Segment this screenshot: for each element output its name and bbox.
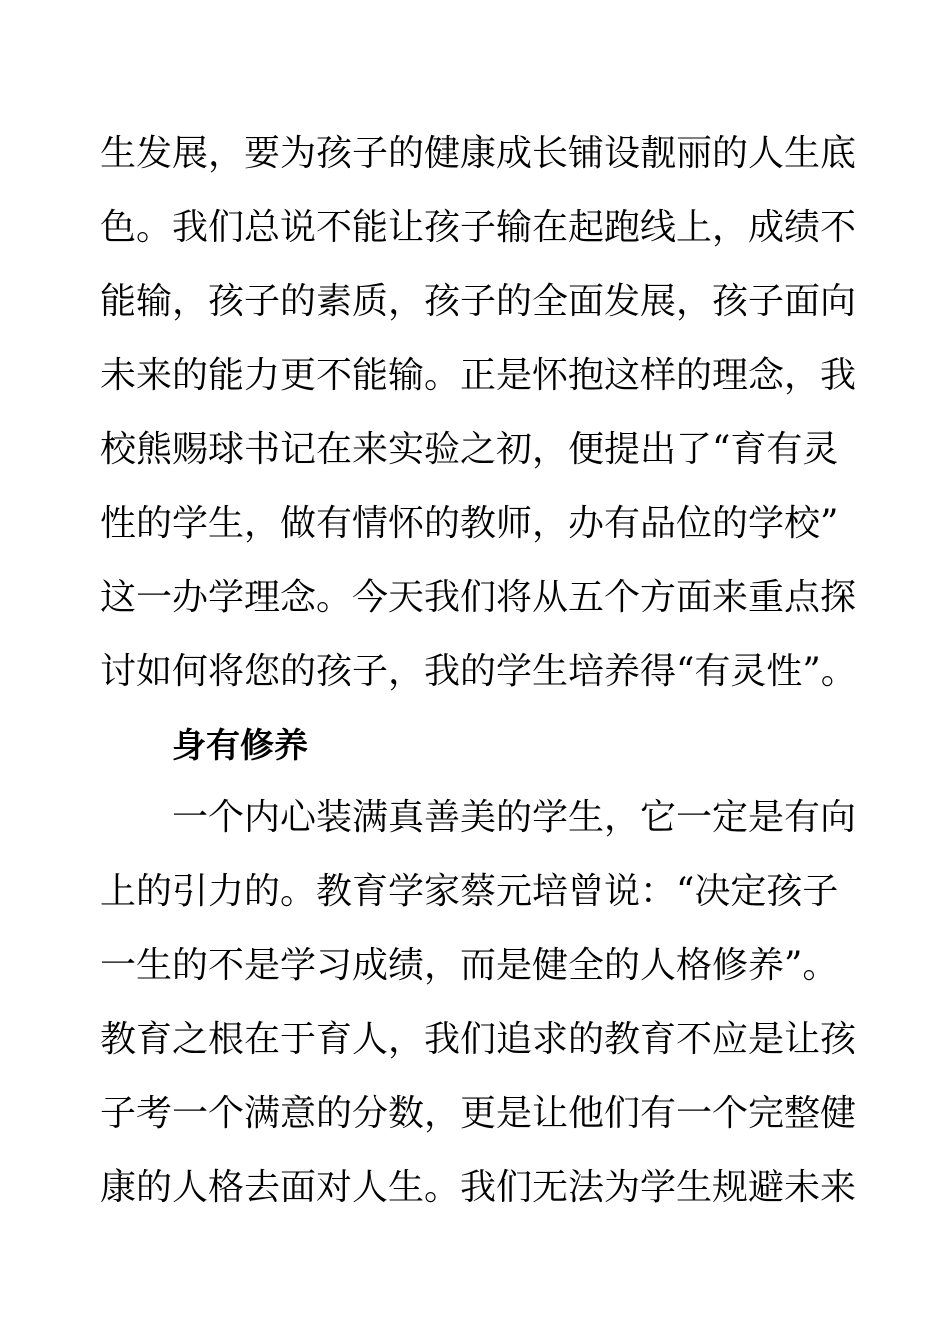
paragraph-line: 一生的不是学习成绩，而是健全的人格修养”。 <box>100 945 839 986</box>
paragraph-line: 性的学生，做有情怀的教师，办有品位的学校” <box>100 503 839 544</box>
paragraph-line: 讨如何将您的孩子，我的学生培养得“有灵性”。 <box>100 651 857 692</box>
paragraph-line: 一个内心装满真善美的学生，它一定是有向 <box>100 797 857 838</box>
paragraph-line: 子考一个满意的分数，更是让他们有一个完整健 <box>100 1093 857 1134</box>
paragraph-line: 这一办学理念。今天我们将从五个方面来重点探 <box>100 577 857 618</box>
paragraph-line: 能输，孩子的素质，孩子的全面发展，孩子面向 <box>100 281 857 322</box>
paragraph-line: 色。我们总说不能让孩子输在起跑线上，成绩不 <box>100 207 857 248</box>
section-heading: 身有修养 <box>172 726 308 766</box>
paragraph-line: 康的人格去面对人生。我们无法为学生规避未来 <box>100 1167 857 1208</box>
paragraph-line: 教育之根在于育人，我们追求的教育不应是让孩 <box>100 1019 857 1060</box>
paragraph-line: 生发展，要为孩子的健康成长铺设靓丽的人生底 <box>100 133 857 174</box>
paragraph-line: 校熊赐球书记在来实验之初，便提出了“育有灵 <box>100 429 839 470</box>
paragraph-line: 上的引力的。教育学家蔡元培曾说：“决定孩子 <box>100 871 839 912</box>
paragraph-line: 未来的能力更不能输。正是怀抱这样的理念，我 <box>100 355 857 396</box>
